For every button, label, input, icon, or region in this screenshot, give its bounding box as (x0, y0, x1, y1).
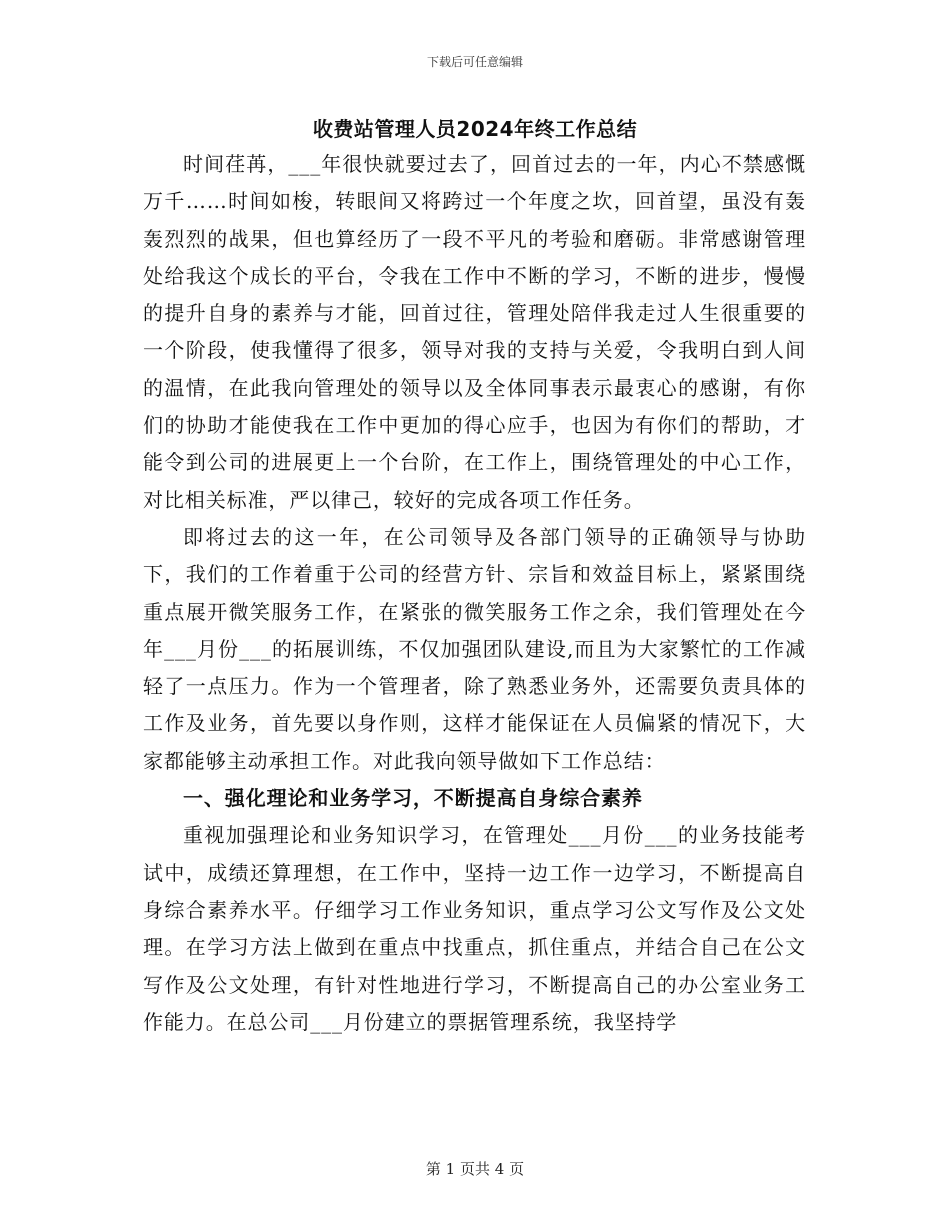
paragraph-summary: 即将过去的这一年，在公司领导及各部门领导的正确领导与协助下，我们的工作着重于公司的经营方针、宗旨和效益目标上，紧紧围绕重点展开微笑服务工作，在紧张的微笑服务工作之余，我们管理处在今年___月份___的拓展训练，不仅加强团队建设,而且为大家繁忙的工作减轻了一点压力。作为一个管理者，除了熟悉业务外，还需要负责具体的工作及业务，首先要以身作则，这样才能保证在人员偏紧的情况下，大家都能够主动承担工作。对此我向领导做如下工作总结： (143, 524, 806, 773)
header-note: 下载后可任意编辑 (426, 55, 523, 69)
paragraph-section: 重视加强理论和业务知识学习，在管理处___月份___的业务技能考试中，成绩还算理想，在工作中，坚持一边工作一边学习，不断提高自身综合素养水平。仔细学习工作业务知识，重点学习公文写作及公文处理。在学习方法上做到在重点中找重点，抓住重点，并结合自己在公文写作及公文处理，有针对性地进行学习，不断提高自己的办公室业务工作能力。在总公司___月份建立的票据管理系统，我坚持学 (143, 823, 806, 1034)
document-body (143, 146, 806, 1041)
document-title: 收费站管理人员2024年终工作总结 (312, 117, 638, 141)
paragraph-intro: 时间荏苒，___年很快就要过去了，回首过去的一年，内心不禁感慨万千……时间如梭，转眼间又将跨过一个年度之坎，回首望，虽没有轰轰烈烈的战果，但也算经历了一段不平凡的考验和磨砺。非常感谢管理处给我这个成长的平台，令我在工作中不断的学习，不断的进步，慢慢的提升自身的素养与才能，回首过往，管理处陪伴我走过人生很重要的一个阶段，使我懂得了很多，领导对我的支持与关爱，令我明白到人间的温情，在此我向管理处的领导以及全体同事表示最衷心的感谢，有你们的协助才能使我在工作中更加的得心应手，也因为有你们的帮助，才能令到公司的进展更上一个台阶，在工作上，围绕管理处的中心工作，对比相关标准，严以律己，较好的完成各项工作任务。 (143, 152, 806, 512)
page-number: 第 1 页共 4 页 (425, 1160, 525, 1178)
section-heading: 一、强化理论和业务学习，不断提高自身综合素养 (183, 786, 643, 811)
